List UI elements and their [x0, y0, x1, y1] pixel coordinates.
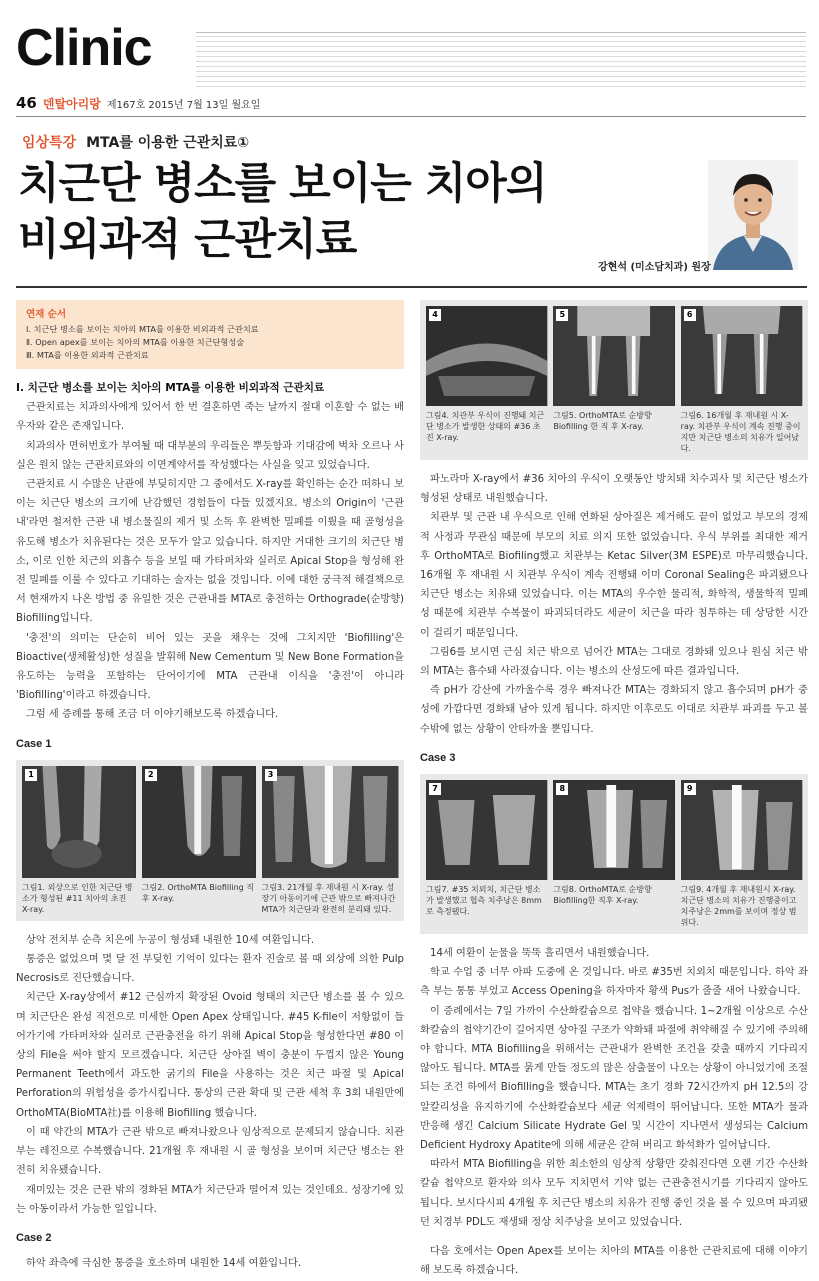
xray-image — [262, 766, 399, 878]
paragraph: 통증은 없었으며 몇 달 전 부딪힌 기억이 있다는 환자 진술로 볼 때 외상에 의한 Pulp Necrosis로 진단했습니다. — [16, 954, 404, 985]
figure-6 — [681, 306, 802, 454]
figure-caption: 그림5. OrthoMTA로 순방향 Biofilling 한 직 후 X-ray. — [553, 411, 652, 431]
figure-caption: 그림3. 21개월 후 재내원 시 X-ray. 성장기 아동이기에 근관 밖으로 빠져나간 MTA가 치근단과 완전히 분리돼 있다. — [261, 882, 396, 914]
header-pattern — [196, 32, 806, 87]
series-item: Ⅲ. MTA를 이용한 외과적 근관치료 — [26, 350, 149, 360]
xray-image — [426, 780, 547, 880]
xray-image — [681, 780, 802, 880]
figure-4 — [426, 306, 547, 454]
case-2-figures — [420, 300, 808, 460]
figure-number: 2 — [145, 769, 157, 781]
paragraph: 따라서 MTA Biofilling을 위한 최소한의 임상적 상황만 갖춰진다면 오랜 기간 수산화칼슘 첩약으로 환자와 의사 모두 지치면서 기약 없는 근관충전시기를 기다리지 않아도 됩니다. 보시다시피 4개월 후 치근단 병소의 치유가 진행 중인 것을 볼 수 있으며 파괴됐던 치경부 PDL도 재생돼 정상 치주낭을 보이고 있었습니다. — [420, 1159, 808, 1228]
figure-number: 1 — [25, 769, 37, 781]
figure-5 — [553, 306, 674, 454]
figure-number: 5 — [556, 309, 568, 321]
paragraph: 학교 수업 중 너무 아파 도중에 온 것입니다. 바로 #35번 치외치 때문입니다. 하악 좌측 부는 통통 부었고 Access Opening을 하자마자 황색 Pus가 줄줄 새어 나왔습니다. — [420, 967, 808, 998]
figure-9 — [681, 780, 802, 928]
paragraph: 근관치료는 치과의사에게 있어서 한 번 결혼하면 죽는 날까지 절대 이혼할 수 없는 배우자와 같은 존재입니다. — [16, 402, 404, 433]
headline — [18, 156, 546, 268]
xray-image — [553, 306, 674, 406]
paragraph: 즉 pH가 강산에 가까울수록 경우 빠져나간 MTA는 경화되지 않고 흡수되며 pH가 중성에 가깝다면 경화돼 남아 있게 됩니다. 하지만 이후로도 이대로 치관부 파괴를 두고 볼 수밖에 없는 상황이 안타까울 뿐입니다. — [420, 685, 808, 735]
paragraph: 이 때 약간의 MTA가 근관 밖으로 빠져나왔으나 임상적으로 문제되지 않습니다. 치관부는 레진으로 수복했습니다. 21개월 후 재내원 시 골 형성을 보이며 치근단 병소는 완전히 치유됐습니다. — [16, 1126, 404, 1177]
kicker-title: MTA를 이용한 근관치료① — [86, 135, 250, 151]
figure-number: 4 — [429, 309, 441, 321]
figure-number: 6 — [684, 309, 696, 321]
next-issue-note: 다음 호에서는 Open Apex를 보이는 치아의 MTA를 이용한 근관치료에 대해 이야기해 보도록 하겠습니다. — [420, 1246, 808, 1277]
figure-caption: 그림1. 외상으로 인한 치근단 병소가 형성된 #11 치아의 초진 X-ray. — [22, 882, 133, 914]
xray-image — [22, 766, 136, 878]
headline-line-1: 치근단 병소를 보이는 치아의 — [18, 159, 547, 209]
title-divider — [16, 286, 807, 288]
xray-image — [142, 766, 256, 878]
paragraph: '충전'의 의미는 단순히 비어 있는 곳을 채우는 것에 그치지만 'Biofilling'은 Bioactive(생체활성)한 성질을 발휘해 New Cementum 및 New Bone Formation을 유도하는 능력을 포함하는 단어이기에 MTA 근관내 이식을 '충전'이 아니라 'Biofilling'이라고 하겠습니다. — [16, 632, 404, 702]
xray-image — [681, 306, 802, 406]
paragraph: 14세 여환이 눈물을 뚝뚝 흘리면서 내원했습니다. — [430, 948, 650, 960]
xray-image — [553, 780, 674, 880]
paragraph: 상악 전치부 순측 치은에 누공이 형성돼 내원한 10세 여환입니다. — [26, 934, 315, 946]
case-1-figures — [16, 760, 404, 921]
section-heading: Ⅰ. 치근단 병소를 보이는 치아의 MTA를 이용한 비외과적 근관치료 — [16, 382, 325, 394]
paragraph: 재미있는 것은 근관 밖의 경화된 MTA가 치근단과 떨어져 있는 것인데요. 성장기에 있는 아동이라서 가능한 일입니다. — [16, 1184, 404, 1215]
figure-number: 7 — [429, 783, 441, 795]
series-item: Ⅰ. 치근단 병소를 보이는 치아의 MTA를 이용한 비외과적 근관치료 — [26, 324, 259, 334]
headline-line-2: 비외과적 근관치료 — [18, 215, 357, 265]
figure-number: 8 — [556, 783, 568, 795]
figure-1 — [22, 766, 136, 915]
issue-info: 제167호 2015년 7월 13일 월요일 — [106, 100, 261, 111]
figure-2 — [142, 766, 256, 915]
paragraph: 그림6를 보시면 근심 치근 밖으로 넘어간 MTA는 그대로 경화돼 있으나 원심 치근 밖의 MTA는 흡수돼 사라졌습니다. 이는 병소의 산성도에 따른 결과입니다. — [420, 646, 808, 678]
left-column — [16, 300, 404, 1273]
case-3-label: Case 3 — [420, 751, 456, 764]
page-number: 46 — [16, 94, 37, 112]
paper-name: 덴탈아리랑 — [42, 97, 101, 111]
case-1-label: Case 1 — [16, 737, 52, 750]
kicker — [22, 132, 249, 152]
paragraph: 하악 좌측에 극심한 통증을 호소하며 내원한 14세 여환입니다. — [26, 1258, 302, 1270]
paragraph: 파노라마 X-ray에서 #36 치아의 우식이 오랫동안 방치돼 치수괴사 및 치근단 병소가 형성된 상태로 내원했습니다. — [420, 474, 808, 505]
figure-number: 9 — [684, 783, 696, 795]
paragraph: 치관부 및 근관 내 우식으로 인해 연화된 상아질은 제거해도 끝이 없었고 부모의 경제적 사정과 무관심 때문에 부모의 치료 의지 또한 없었습니다. 우식 부위를 최대한 제거 후 OrthoMTA로 Biofiling했고 치관부는 Ketac Silver(3M ESPE)로 마무리했습니다. 16개월 후 재내원 시 치관부 우식이 계속 진행돼 이미 Coronal Sealing은 파괴됐으나 치근단 병소는 치유돼 있었습니다. 이는 MTA의 우수한 물리적, 화학적, 생물학적 밀폐성 때문에 치관부 수복물이 파괴되더라도 세균이 치근을 따라 침투하는 데 상당한 시간이 걸리기 때문입니다. — [420, 512, 808, 639]
author-byline: 강현석 (미소담치과) 원장 — [598, 262, 711, 273]
masthead — [16, 18, 806, 118]
paragraph: 근관치료 시 수많은 난관에 부딪히지만 그 중에서도 X-ray를 확인하는 순간 떠하니 보이는 치근단 병소의 크기에 난감했던 경험들이 다들 있겠지요. 병소의 Origin이 '근관내'라면 철저한 근관 내 병소물질의 제거 및 소독 후 완벽한 밀폐를 이뤘을 때 골형성을 유도해 병소가 치유된다는 것은 모두가 알고 있습니다. 하지만 거대한 크기의 치근단 병소, 이로 인한 치근의 외흡수 등을 보일 때 가타퍼차와 실러로 Apical Stop을 형성해 완전 밀폐를 이룰 수 있다고 기대하는 술자는 없을 것입니다. 이에 대한 궁극적 해결책으로서 현재까지 나온 방법 중 유일한 것은 근관내를 MTA로 충전하는 Orthograde(순방향) Biofilling입니다. — [16, 479, 404, 625]
issue-line — [16, 94, 260, 112]
figure-7 — [426, 780, 547, 928]
figure-3 — [262, 766, 399, 915]
case-3-figures — [420, 774, 808, 934]
xray-image — [426, 306, 547, 406]
series-box — [16, 300, 404, 369]
kicker-category: 임상특강 — [22, 135, 77, 151]
figure-caption: 그림8. OrthoMTA로 순방향 Biofilling한 직후 X-ray. — [553, 885, 652, 906]
header-divider — [16, 116, 806, 117]
paragraph: 치근단 X-ray상에서 #12 근심까지 확장된 Ovoid 형태의 치근단 병소를 볼 수 있으며 치근단은 완성 직전으로 미세한 Open Apex 상태입니다. #45 K-file이 저항없이 들어가기에 가타퍼차와 실러로 근관충전을 하기 위해 Apical Stop을 형성한다면 #80 이상의 File을 써야 할지 모르겠습니다. 치근단 상아질 벽이 충분이 두껍지 않은 Young Permanent Teeth에서 과도한 굵기의 File을 사용하는 것은 치근 파절 및 Apical Perforation의 위험성을 증가시킵니다. 통상의 근관 확대 및 근관 세척 후 3회 내원만에 OrthoMTA(BioMTA社)를 이용해 Biofilling 했습니다. — [16, 992, 404, 1119]
figure-caption: 그림9. 4개월 후 재내원시 X-ray. 치근단 병소의 치유가 진행중이고 치주낭은 2mm를 보이며 정상 범위다. — [680, 885, 797, 928]
section-title: Clinic — [16, 19, 152, 77]
right-column — [420, 300, 808, 1281]
author-photo — [708, 160, 798, 270]
figure-caption: 그림7. #35 치외치, 치근단 병소가 발생했고 협측 치주낭은 8mm로 측정됐다. — [426, 885, 542, 917]
figure-caption: 그림2. OrthoMTA Biofilling 직후 X-ray. — [141, 882, 254, 903]
figure-number: 3 — [265, 769, 277, 781]
paragraph: 이 증례에서는 7일 가까이 수산화칼슘으로 첩약을 했습니다. 1~2개월 이상으로 수산화칼슘의 첩약기간이 길어지면 상아질 구조가 약화돼 파절에 취약해질 수 있기에 주의해야 합니다. MTA Biofilling을 위해서는 근관내가 완벽한 조건을 갖출 때까지 기다리지 않아도 됩니다. MTA를 묽게 만들 정도의 많은 삼출물이 나오는 상황이 아니었기에 조절되는 조건 하에서 Biofilling을 했습니다. MTA는 초기 경화 72시간까지 pH 12.5의 강알칼리성을 유지하기에 수산화칼슘보다 세균 억제력이 뛰어납니다. 또한 MTA가 물과 반응해 생긴 Calcium Silicate Hydrate Gel 및 시간이 지나면서 생성되는 Calcium Deficient Hydroxy Apatite에 의해 세균은 갇혀 버리고 화석화가 일어납니다. — [420, 1005, 808, 1152]
paragraph: 치과의사 면허번호가 부여될 때 대부분의 우리들은 뿌듯함과 기대감에 벅차 오르나 사실은 원치 않는 근관치료와의 이면계약서를 작성했다는 사실을 잊고 있었습니다. — [16, 440, 404, 471]
paragraph: 그럼 세 증례를 통해 조금 더 이야기해보도록 하겠습니다. — [26, 709, 279, 721]
figure-caption: 그림6. 16개월 후 재내원 시 X-ray. 치관부 우식이 계속 진행 중이지만 치근단 병소의 치유가 일어났다. — [680, 411, 801, 453]
figure-8 — [553, 780, 674, 928]
case-2-label: Case 2 — [16, 1231, 52, 1244]
series-item: Ⅱ. Open apex를 보이는 치아의 MTA를 이용한 치근단형성술 — [26, 337, 245, 347]
series-title: 연재 순서 — [26, 309, 67, 320]
figure-caption: 그림4. 치관부 우식이 진행돼 치근단 병소가 발생한 상태의 #36 초진 X-ray. — [426, 411, 545, 442]
